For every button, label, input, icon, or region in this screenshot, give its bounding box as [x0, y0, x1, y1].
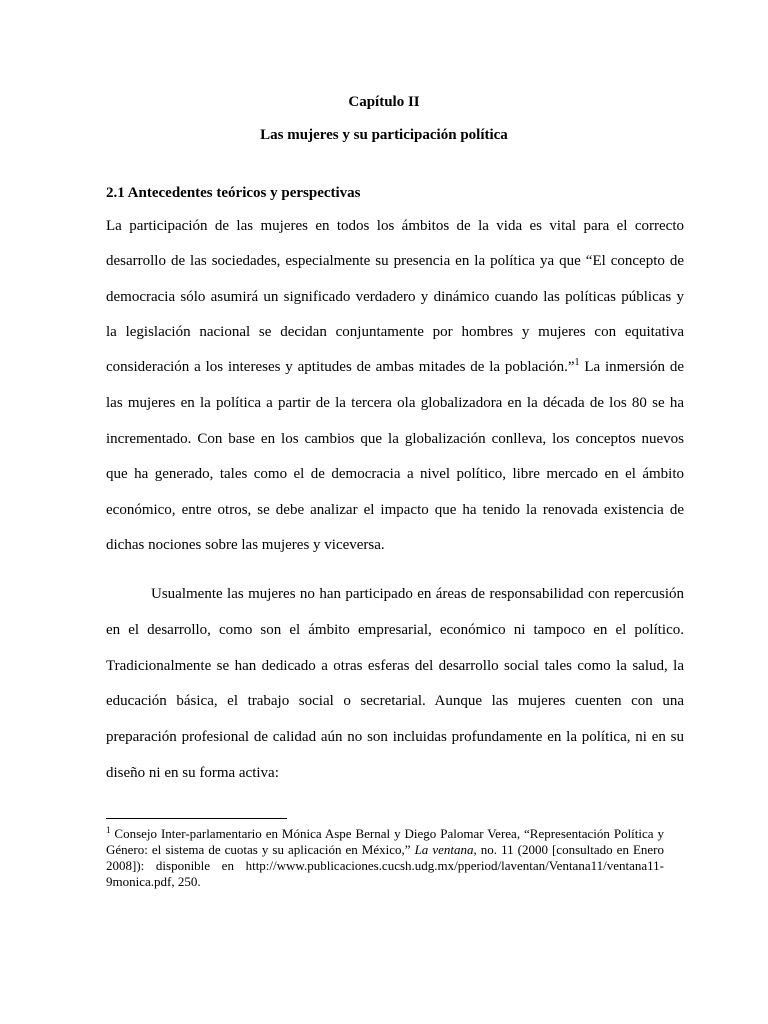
footnote-line	[106, 826, 664, 841]
footnote-line	[106, 842, 664, 857]
paragraph-line: preparación profesional de calidad aún no son incluidas profundamente en la política, ni en su	[106, 729, 684, 745]
paragraph-line: educación básica, el trabajo social o secretarial. Aunque las mujeres cuenten con una	[106, 693, 684, 709]
footnote-reference: 1	[574, 357, 580, 368]
paragraph-line: diseño ni en su forma activa:	[106, 765, 279, 781]
paragraph-line: desarrollo de las sociedades, especialmente su presencia en la política ya que “El concepto de	[106, 253, 684, 269]
paragraph-line	[106, 358, 684, 376]
paragraph-text: consideración a los intereses y aptitudes de ambas mitades de la población.”	[106, 359, 575, 375]
paragraph-line: la legislación nacional se decidan conjuntamente por hombres y mujeres con equitativa	[106, 324, 684, 340]
paragraph-line: incrementado. Con base en los cambios que la globalización conlleva, los conceptos nuevos	[106, 431, 684, 447]
paragraph-line: económico, entre otros, se debe analizar el impacto que ha tenido la renovada existencia de	[106, 502, 684, 518]
paragraph-line: Usualmente las mujeres no han participado en áreas de responsabilidad con repercusión	[151, 586, 684, 602]
chapter-number: Capítulo II	[348, 94, 420, 110]
paragraph-line: las mujeres en la política a partir de la tercera ola globalizadora en la década de los 80 se ha	[106, 395, 684, 411]
footnote-text: Género: el sistema de cuotas y su aplicación en México,”	[106, 842, 411, 857]
paragraph-text: La inmersión de	[579, 359, 684, 375]
footnote-line: 9monica.pdf, 250.	[106, 874, 201, 889]
paragraph-line: dichas nociones sobre las mujeres y viceversa.	[106, 537, 385, 553]
footnote-number: 1	[106, 825, 111, 835]
publication-title: La ventana,	[414, 842, 477, 857]
paragraph-line: Tradicionalmente se han dedicado a otras esferas del desarrollo social tales como la salud, la	[106, 658, 684, 674]
footnote-line: 2008]): disponible en http://www.publicaciones.cucsh.udg.mx/pperiod/laventan/Ventana11/ventana11-	[106, 858, 664, 873]
paragraph-line: democracia sólo asumirá un significado verdadero y dinámico cuando las políticas públicas y	[106, 289, 684, 305]
section-heading: 2.1 Antecedentes teóricos y perspectivas	[106, 185, 361, 201]
footnote-text: Consejo Inter-parlamentario en Mónica Aspe Bernal y Diego Palomar Verea, “Representación Política y	[110, 826, 664, 841]
paragraph-line: La participación de las mujeres en todos los ámbitos de la vida es vital para el correcto	[106, 218, 684, 234]
footnote-text: no. 11 (2000 [consultado en Enero	[480, 842, 665, 857]
chapter-title: Las mujeres y su participación política	[260, 127, 508, 143]
paragraph-line: que ha generado, tales como el de democracia a nivel político, libre mercado en el ámbito	[106, 466, 684, 482]
paragraph-line: en el desarrollo, como son el ámbito empresarial, económico ni tampoco en el político.	[106, 622, 684, 638]
footnote-separator	[106, 818, 287, 819]
